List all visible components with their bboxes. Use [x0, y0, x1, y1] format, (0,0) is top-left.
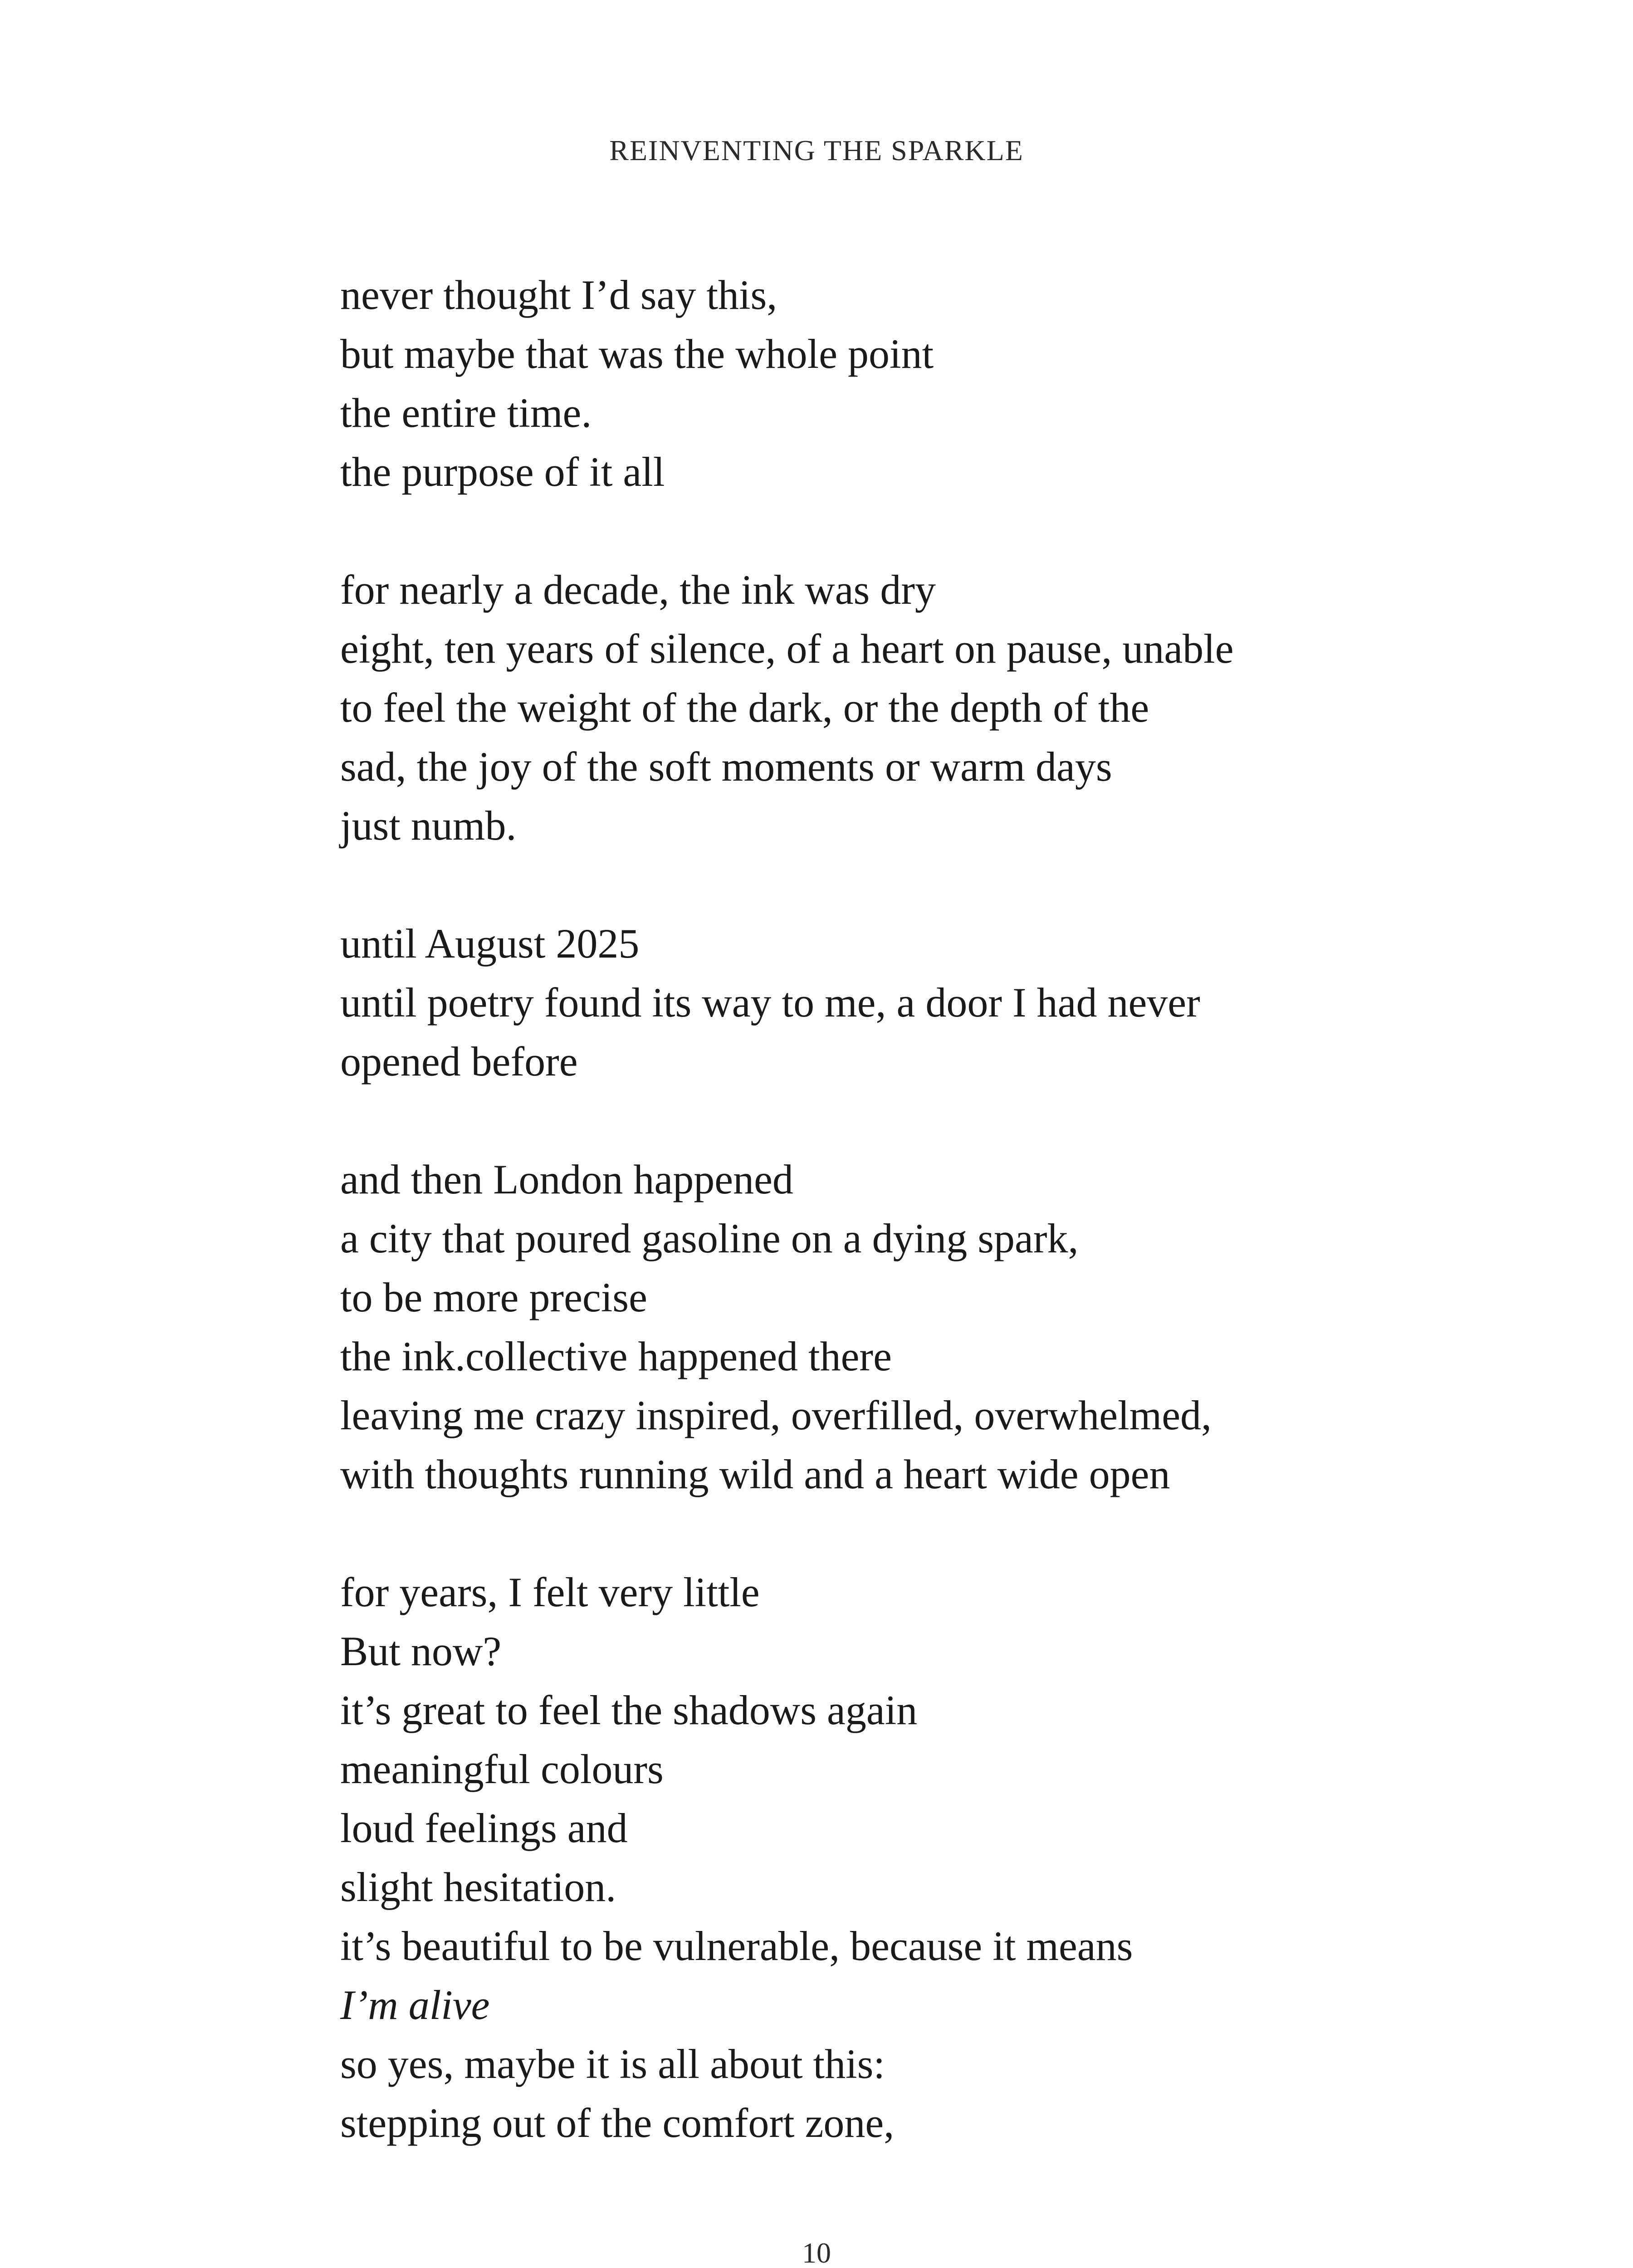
poem-line: it’s great to feel the shadows again [340, 1687, 918, 1733]
poem-line: but maybe that was the whole point [340, 331, 934, 377]
poem-line: slight hesitation. [340, 1864, 616, 1910]
poem-line: never thought I’d say this, [340, 272, 777, 318]
poem-line: to be more precise [340, 1274, 647, 1320]
poem-line: loud feelings and [340, 1805, 628, 1851]
poem-line: stepping out of the comfort zone, [340, 2100, 895, 2146]
poem-line: to feel the weight of the dark, or the depth of the [340, 684, 1149, 731]
stanza-2 [340, 560, 1429, 855]
poem-line: with thoughts running wild and a heart wide open [340, 1451, 1170, 1497]
stanza-5 [340, 1563, 1429, 2152]
poem-line: and then London happened [340, 1156, 793, 1202]
stanza-4 [340, 1150, 1429, 1504]
poem-line: for nearly a decade, the ink was dry [340, 567, 936, 613]
poem-line: sad, the joy of the soft moments or warm days [340, 743, 1112, 790]
poem-line: eight, ten years of silence, of a heart on pause, unable [340, 626, 1234, 672]
page-number: 10 [802, 2237, 831, 2268]
poem-line: for years, I felt very little [340, 1569, 760, 1615]
stanza-3 [340, 914, 1429, 1091]
poem-line: But now? [340, 1628, 502, 1674]
poem-line: leaving me crazy inspired, overfilled, overwhelmed, [340, 1392, 1212, 1438]
poem-line: it’s beautiful to be vulnerable, because it means [340, 1923, 1133, 1969]
poem-line: so yes, maybe it is all about this: [340, 2041, 885, 2087]
poem-line: until poetry found its way to me, a door I had never [340, 979, 1200, 1026]
poem-line-italic: I’m alive [340, 1982, 490, 2028]
poem-line: a city that poured gasoline on a dying spark, [340, 1215, 1079, 1261]
poem-line: just numb. [340, 802, 517, 849]
running-header: REINVENTING THE SPARKLE [609, 134, 1024, 166]
poem-body [340, 265, 1429, 2152]
poem-line: the ink.collective happened there [340, 1333, 892, 1379]
stanza-1 [340, 265, 1429, 501]
poem-line: meaningful colours [340, 1746, 664, 1792]
poem-line: the purpose of it all [340, 449, 665, 495]
poem-line: opened before [340, 1038, 578, 1085]
poem-line: the entire time. [340, 390, 592, 436]
poem-line: until August 2025 [340, 920, 640, 967]
